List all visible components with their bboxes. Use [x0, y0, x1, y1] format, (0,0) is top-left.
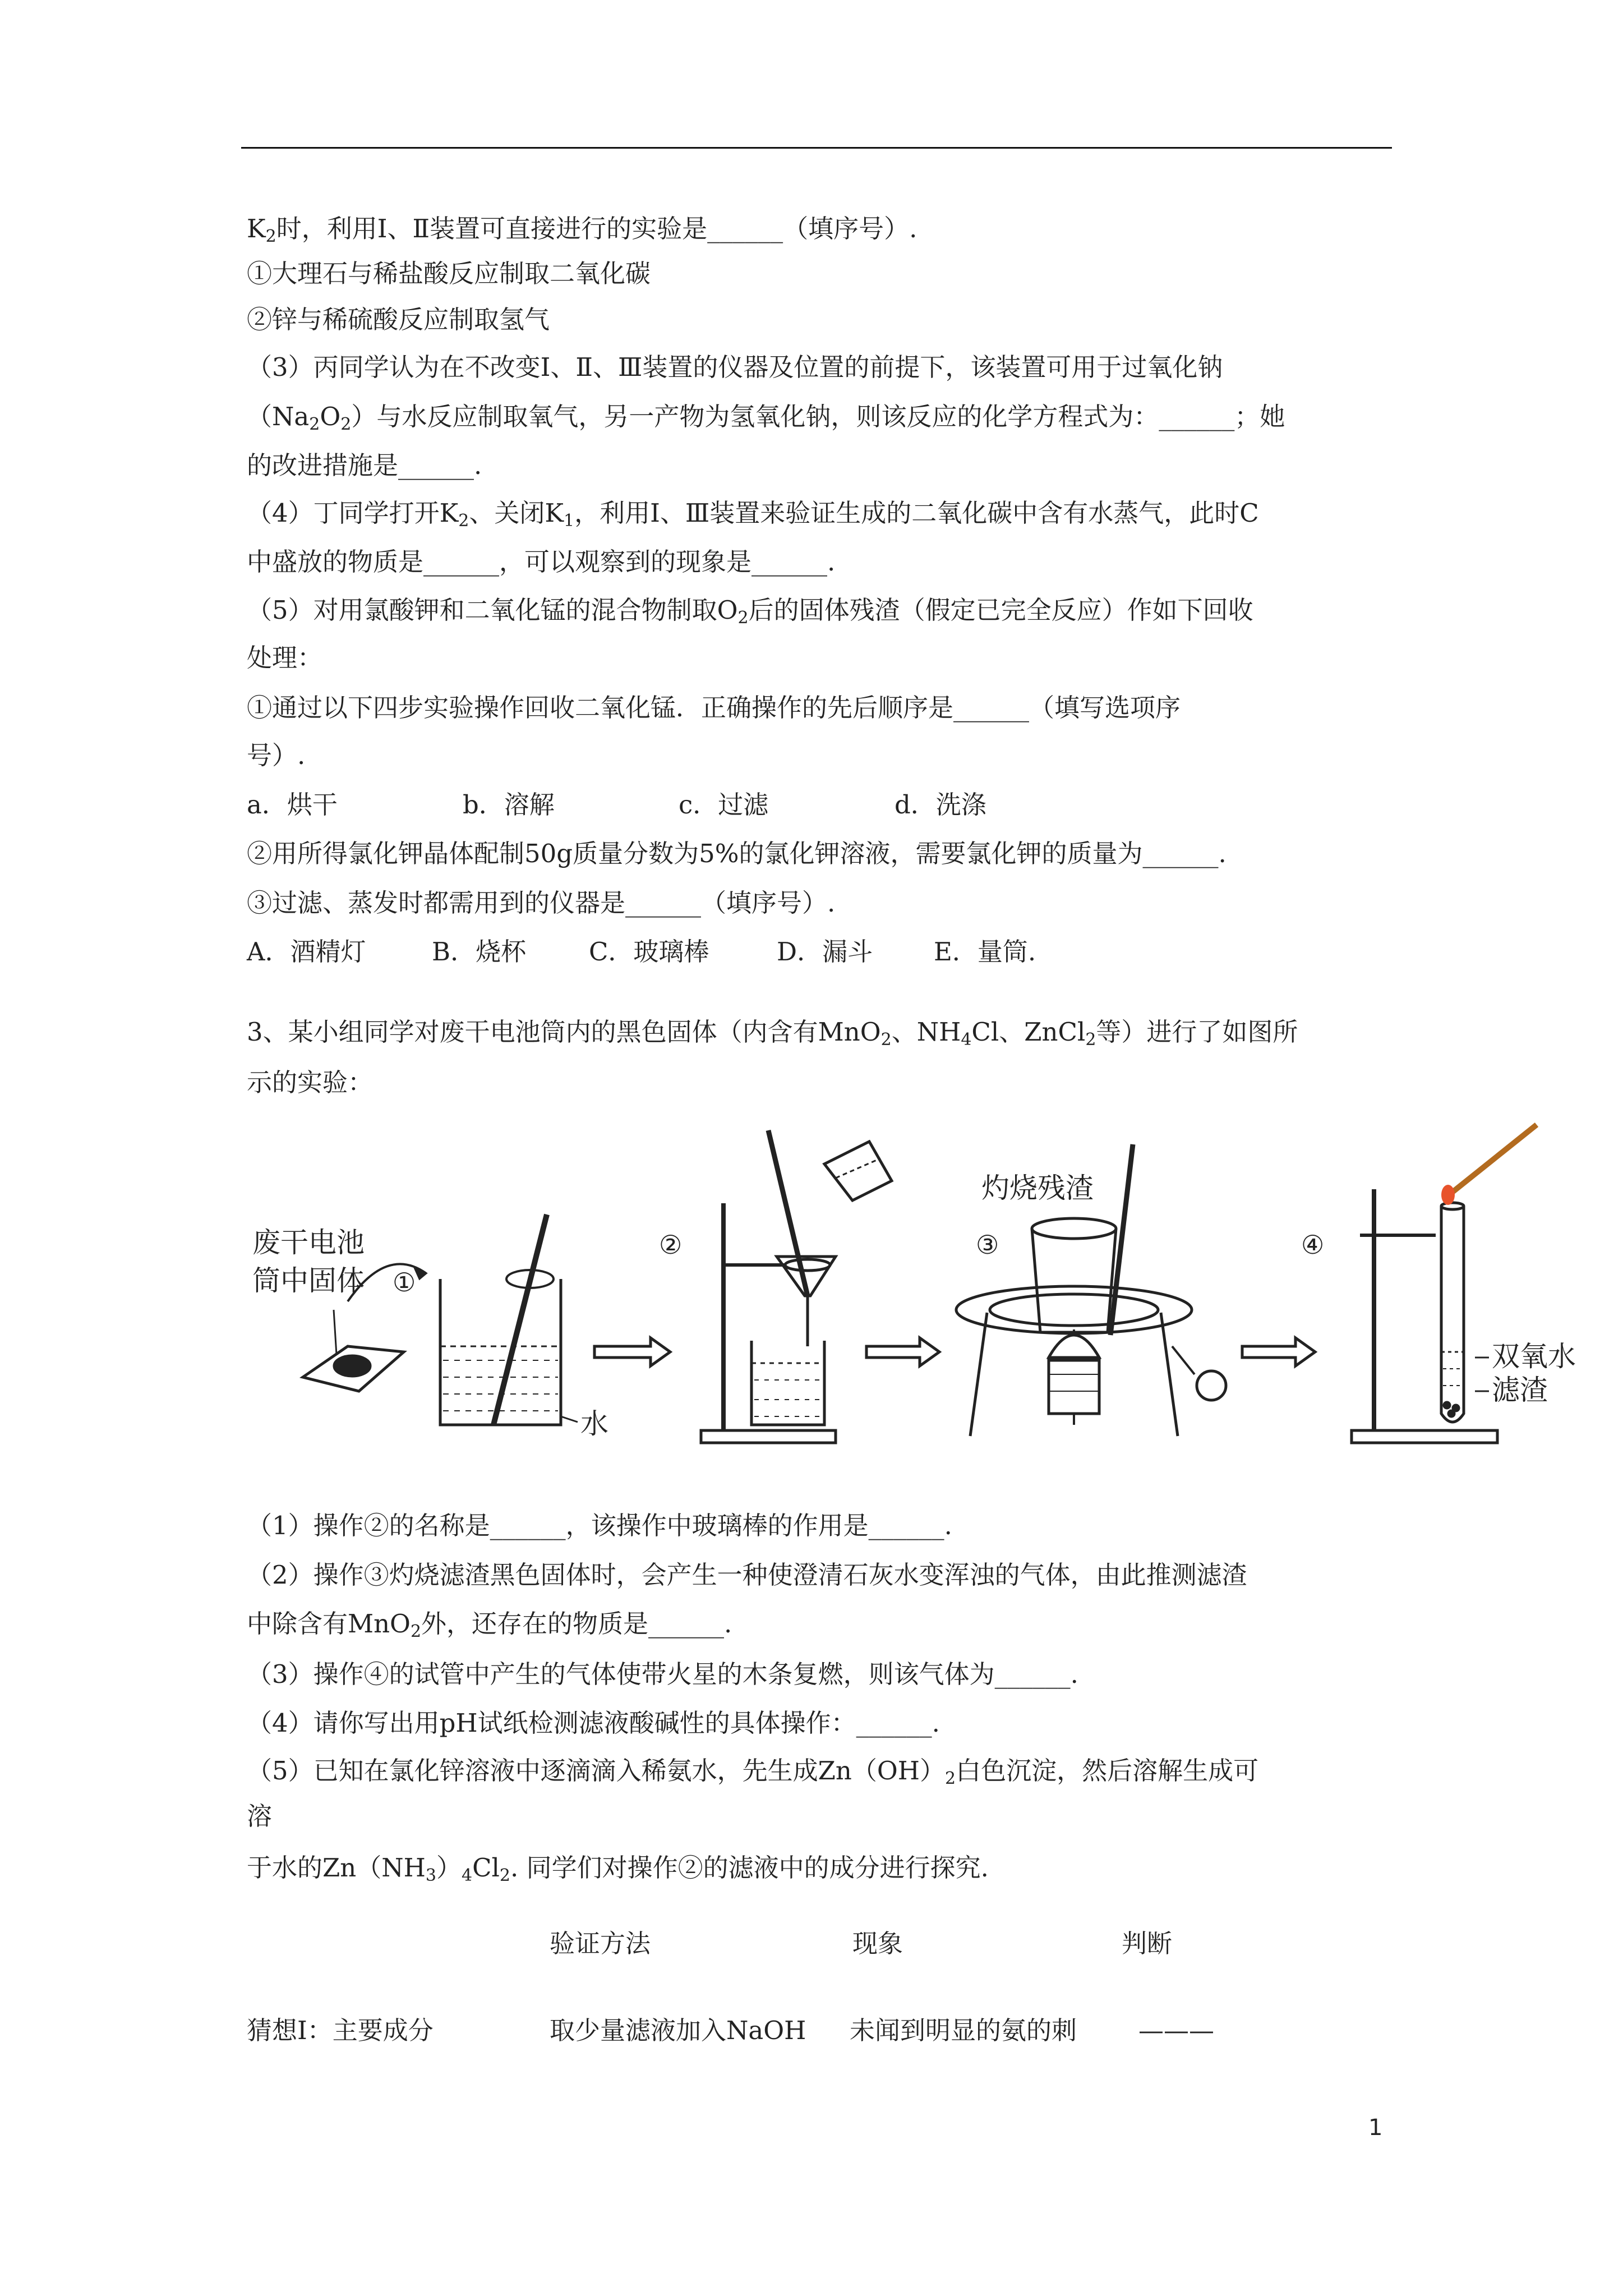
option-E: E．量筒.	[934, 937, 1036, 967]
table-header-method: 验证方法	[550, 1929, 651, 1958]
question-line: ②用所得氯化钾晶体配制50g质量分数为5%的氯化钾溶液，需要氯化钾的质量为______.	[247, 839, 1227, 868]
option-A: A．酒精灯	[247, 937, 366, 967]
question-line: 处理：	[247, 643, 323, 673]
question-line: 的改进措施是______.	[247, 450, 482, 480]
table-cell: 猜想Ⅰ：主要成分	[247, 2016, 434, 2045]
question-line: 中盛放的物质是______，可以观察到的现象是______.	[247, 547, 836, 577]
question-title: 3、某小组同学对废干电池筒内的黑色固体（内含有MnO$_2$、$NH_4Cl$、ZnCl$_2$等）进行了如图所	[247, 1017, 1298, 1050]
text-line: $K_2$时，利用Ⅰ、Ⅱ装置可直接进行的实验是______（填序号）.	[247, 214, 917, 246]
question-line: 溶	[247, 1801, 273, 1831]
step-1: ①	[393, 1267, 416, 1297]
question-line: （2）操作③灼烧滤渣黑色固体时，会产生一种使澄清石灰水变浑浊的气体，由此推测滤渣	[247, 1560, 1247, 1590]
table-cell: 取少量滤液加入NaOH	[550, 2016, 806, 2045]
question-line: （4）丁同学打开$K_2$、关闭$K_1$，利用Ⅰ、Ⅲ装置来验证生成的二氧化碳中含有水蒸气，此时C	[247, 498, 1259, 531]
step-4: ④	[1301, 1230, 1325, 1260]
question-line: （5）对用氯酸钾和二氧化锰的混合物制取$O_2$后的固体残渣（假定已完全反应）作如下回收	[247, 595, 1253, 628]
question-line: 于水的$Zn(NH_3)_4Cl_2$. 同学们对操作②的滤液中的成分进行探究.	[247, 1853, 989, 1885]
question-line: 中除含有MnO$_2$外，还存在的物质是______.	[247, 1609, 732, 1641]
step-3: ③	[976, 1230, 999, 1260]
option-C: C．玻璃棒	[589, 937, 709, 967]
solid-label: 废干电池	[252, 1226, 365, 1259]
question-line: （3）操作④的试管中产生的气体使带火星的木条复燃，则该气体为______.	[247, 1659, 1078, 1689]
option-a: a．烘干	[247, 790, 338, 820]
question-line: ①通过以下四步实验操作回收二氧化锰．正确操作的先后顺序是______（填写选项序	[247, 693, 1181, 723]
option-d: d．洗涤	[895, 790, 986, 820]
water-label: 水	[580, 1407, 608, 1440]
option-line: ①大理石与稀盐酸反应制取二氧化碳	[247, 259, 651, 288]
question-line: （3）丙同学认为在不改变Ⅰ、Ⅱ、Ⅲ装置的仪器及位置的前提下，该装置可用于过氧化钠	[247, 352, 1223, 382]
residue-label: 灼烧残渣	[981, 1172, 1094, 1204]
h2o2-label: 双氧水	[1492, 1340, 1576, 1373]
table-header-judgement: 判断	[1122, 1929, 1173, 1958]
solid-label: 筒中固体	[252, 1264, 365, 1297]
question-line: ③过滤、蒸发时都需用到的仪器是______（填序号）.	[247, 888, 836, 918]
option-b: b．溶解	[463, 790, 555, 820]
question-line: （4）请你写出用pH试纸检测滤液酸碱性的具体操作：______.	[247, 1708, 940, 1738]
question-line: 号）.	[247, 740, 306, 770]
option-c: c．过滤	[679, 790, 769, 820]
option-B: B．烧杯	[432, 937, 527, 967]
step-2: ②	[659, 1230, 683, 1260]
question-title: 示的实验：	[247, 1068, 374, 1097]
question-line: （1）操作②的名称是______，该操作中玻璃棒的作用是______.	[247, 1511, 952, 1540]
page-number: 1	[1368, 2115, 1383, 2141]
table-cell: 未闻到明显的氨的刺	[850, 2016, 1077, 2045]
table-header-phenomenon: 现象	[852, 1929, 903, 1958]
question-line: （5）已知在氯化锌溶液中逐滴滴入稀氨水，先生成$Zn(OH)_2$白色沉淀，然后溶解生成可	[247, 1756, 1259, 1788]
header-rule	[241, 147, 1392, 149]
filter-residue-label: 滤渣	[1492, 1374, 1548, 1406]
table-cell: ———	[1138, 2016, 1214, 2045]
experiment-figure	[241, 1111, 1576, 1458]
question-line: $(Na_2O_2)$与水反应制取氧气，另一产物为氢氧化钠，则该反应的化学方程式为：______；她	[247, 402, 1285, 434]
option-line: ②锌与稀硫酸反应制取氢气	[247, 305, 550, 334]
option-D: D．漏斗	[777, 937, 873, 967]
